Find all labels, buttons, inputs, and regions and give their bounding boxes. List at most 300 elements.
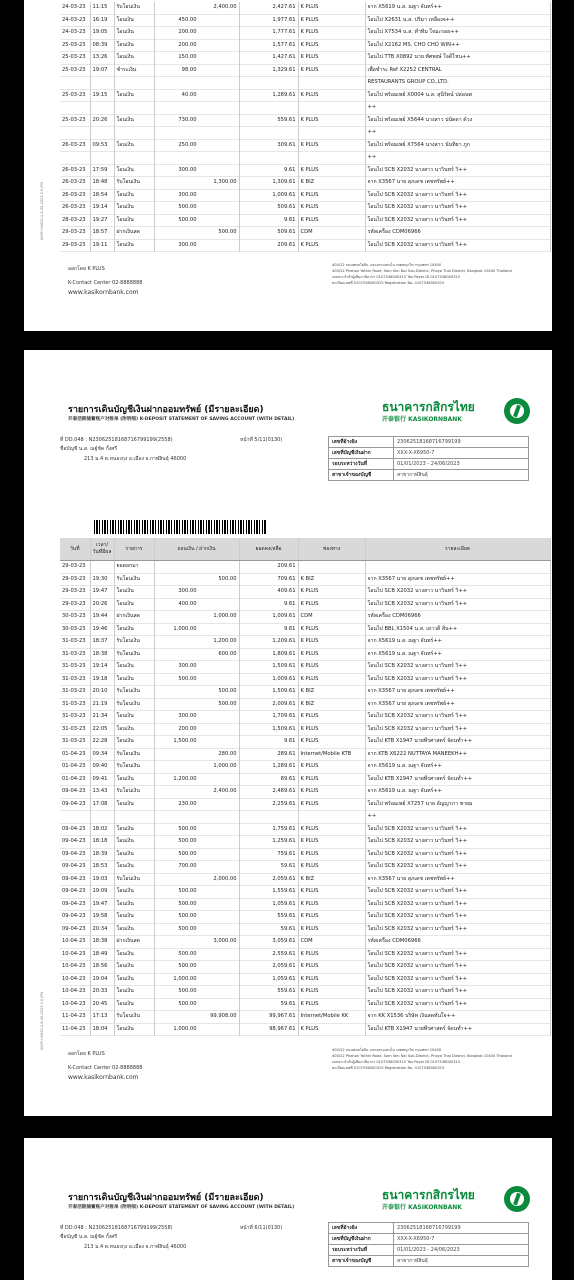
table-cell: 19:47 [90,898,114,911]
table-cell: รับโอนเงิน [114,786,154,799]
withdraw-amount: 500.00 [178,1000,197,1007]
table-cell: โอนไป SCB X2032 นางสาว นาวินทร์ วิ++ [365,586,550,599]
table-cell: 17:08 [90,798,114,811]
account-address: 213 ม.4 ต.หนองกุง อ.เมือง จ.กาฬสินธุ์ 46000 [84,1244,187,1250]
withdraw-amount: 1,500.00 [173,738,197,744]
table-cell: รับโอนเงิน [114,873,154,886]
table-row [60,886,550,899]
table-cell: โอนเงิน [114,723,154,736]
table-cell: 17:13 [90,1011,114,1024]
table-cell [154,598,239,611]
table-row [60,27,550,40]
table-cell [154,177,239,190]
table-cell: โอนเงิน [114,911,154,924]
table-cell: โอนเงิน [114,623,154,636]
table-cell: 19:46 [90,623,114,636]
table-cell: โอนไป SCB X2032 นางสาว นาวินทร์ วิ++ [365,598,550,611]
deposit-amount: 600.00 [218,650,237,657]
table-cell: 19:58 [90,911,114,924]
table-cell: 19:04 [90,973,114,986]
table-cell [154,189,239,202]
table-cell: จาก X5619 น.ส. ณฐา จันทร์++ [365,786,550,799]
table-cell: 09:41 [90,773,114,786]
withdraw-amount: 1,000.00 [173,975,197,982]
table-cell: โอนไป SCB X2032 นางสาว นาวินทร์ วิ++ [365,911,550,924]
deposit-amount: 1,200.00 [213,638,237,644]
table-cell [298,152,365,165]
table-cell: K PLUS [298,886,365,899]
table-cell: โอนเงิน [114,823,154,836]
withdraw-amount: 98.00 [181,66,197,73]
deposit-amount: 500.00 [218,700,237,707]
table-cell: 11-04-23 [60,1011,90,1024]
table-cell: 10-04-23 [60,973,90,986]
account-info-table: เลขที่อ้างอิง 23062518168716799199 เลขที่บัญชีเงินฝาก XXX-X-X6950-7 รอบระหว่างวันที่ 01/01/2023 - 24/06/2023 สาขาเจ้าของบัญชี สาขากาฬสินธุ์ [328,1222,529,1267]
table-row [60,711,550,724]
withdraw-amount: 300.00 [178,241,197,248]
table-cell: 13:43 [90,786,114,799]
withdraw-amount: 730.00 [178,116,197,123]
deposit-amount: 500.00 [218,688,237,694]
table-cell: 18:39 [90,848,114,861]
account-address: 213 ม.4 ต.หนองกุง อ.เมือง จ.กาฬสินธุ์ 46000 [84,456,187,462]
table-cell: 01-04-23 [60,748,90,761]
table-cell [154,102,239,115]
reference-no: ที่ DD.048 : N23062518168716799199(2558) [60,1225,173,1231]
bank-name-en: 开泰银行 KASIKORNBANK [382,416,462,423]
address-line: 400/22 Phahon Yothin Road, Sam Sen Nai Sub-District, Phaya Thai District, Bangkok 10400 Thailand [332,1054,512,1058]
website: www.kasikornbank.com [68,289,139,296]
withdraw-amount: 500.00 [178,888,197,894]
statement-subtitle: 开泰活期储蓄账户对账单 (附明细) K-DEPOSIT STATEMENT OF SAVING ACCOUNT (WITH DETAIL) [68,417,295,422]
table-cell: โอนไป SCB X2032 นางสาว นาวินทร์ วิ++ [365,823,550,836]
withdraw-amount: 500.00 [178,913,197,919]
table-cell: 1,009.61 [239,611,298,624]
table-cell: 309.61 [239,139,298,152]
table-cell: 1,759.61 [239,823,298,836]
table-cell: รับโอนเงิน [114,648,154,661]
table-cell: โอนเงิน [114,836,154,849]
table-cell: K BIZ [298,873,365,886]
table-cell: 01-04-23 [60,761,90,774]
table-cell: โอนเงิน [114,189,154,202]
table-cell: K PLUS [298,164,365,177]
table-cell: โอนไป SCB X2032 นางสาว นาวินทร์ วิ++ [365,861,550,874]
table-cell [154,886,239,899]
kasikorn-logo-icon [504,398,530,424]
table-cell: 09-04-23 [60,823,90,836]
table-cell: 2,059.61 [239,961,298,974]
table-row [60,673,550,686]
table-cell [154,39,239,52]
table-cell: K PLUS [298,89,365,102]
table-cell: 31-03-23 [60,686,90,699]
table-cell: โอนไป KTB X1947 นายพีรศาสตร์ จัดนท่ำ++ [365,1023,550,1036]
table-cell [154,127,239,140]
statement-subtitle: 开泰活期储蓄账户对账单 (附明细) K-DEPOSIT STATEMENT OF SAVING ACCOUNT (WITH DETAIL) [68,1205,295,1210]
table-cell: 09-04-23 [60,861,90,874]
table-cell [154,998,239,1011]
table-cell: Internet/Mobile KK [298,1011,365,1024]
address-line: เลขประจำตัวผู้เสียภาษีอากร 0107536000315 Tax Payer ID 0107536000315 [332,275,461,279]
table-cell: 09-04-23 [60,848,90,861]
table-cell [298,127,365,140]
table-cell: K PLUS [298,586,365,599]
table-cell: 19:07 [90,64,114,77]
table-row [60,873,550,886]
deposit-amount: 2,400.00 [213,4,237,10]
table-cell: 1,059.61 [239,898,298,911]
table-cell [154,923,239,936]
reference-no: ที่ DD.048 : N23062518168716799199(2558) [60,437,173,443]
column-header: วันที่ [60,538,90,561]
table-cell: 29-03-23 [60,227,90,240]
table-cell [154,798,239,811]
table-cell: 10-04-23 [60,948,90,961]
table-cell: K PLUS [298,761,365,774]
withdraw-amount: 200.00 [178,29,197,35]
table-cell [154,786,239,799]
side-code: K00P-H4020-1-6-30-2023 4.0 JPN [40,991,44,1050]
contact-center: K-Contact Center 02-8888888 [68,1065,143,1071]
table-cell: K PLUS [298,598,365,611]
table-cell: CDM [298,611,365,624]
table-cell: 10-04-23 [60,961,90,974]
withdraw-amount: 500.00 [178,850,197,857]
column-header: ช่องทาง [298,538,365,561]
table-row [60,52,550,65]
table-cell: โอนเงิน [114,986,154,999]
table-row [60,723,550,736]
deposit-amount: 99,908.00 [210,1013,237,1019]
table-cell [154,673,239,686]
table-cell [154,14,239,27]
table-cell: โอนไป SCB X2032 นางสาว นาวินทร์ วิ++ [365,986,550,999]
table-cell: รับโอนเงิน [114,761,154,774]
table-cell [239,811,298,824]
table-cell [154,227,239,240]
table-cell [90,811,114,824]
table-cell [154,836,239,849]
table-cell: โอนไป SCB X2032 นางสาว นาวินทร์ วิ++ [365,711,550,724]
table-row [60,961,550,974]
table-cell: K PLUS [298,114,365,127]
table-cell: 19:18 [90,673,114,686]
column-header: เวลา/ วันที่มีผล [90,538,114,561]
table-cell: รหัสเครื่อง CDM06966 [365,936,550,949]
table-row [60,998,550,1011]
table-row [60,836,550,849]
table-cell [114,102,154,115]
table-row [60,573,550,586]
table-cell: 19:15 [90,89,114,102]
table-cell: K PLUS [298,14,365,27]
address-line: ทะเบียนเลขที่ 0107536000315 Registration No. 0107536000315 [332,1066,445,1070]
table-cell: โอนไป SCB X2032 นางสาว นาวินทร์ วิ++ [365,898,550,911]
table-cell: K PLUS [298,786,365,799]
table-cell: K PLUS [298,52,365,65]
table-cell: 2,427.61 [239,2,298,14]
table-cell: 59.61 [239,998,298,1011]
deposit-amount: 1,000.00 [213,763,237,769]
table-cell: จาก KTB X6222 NUTTAYA MANEEKH++ [365,748,550,761]
table-cell: 1,209.61 [239,636,298,649]
table-cell [154,648,239,661]
table-cell: จาก X3567 นาย สุภเดช เตชทรัพย์++ [365,177,550,190]
table-cell: RESTAURANTS GROUP CO.,LTD. [365,77,550,90]
withdraw-amount: 230.00 [178,800,197,807]
issued-by: ออกโดย K PLUS [68,266,105,272]
table-cell [90,102,114,115]
address-line: ทะเบียนเลขที่ 0107536000315 Registration No. 0107536000315 [332,281,445,285]
table-cell: K PLUS [298,961,365,974]
table-row [60,114,550,127]
table-cell: 1,259.61 [239,836,298,849]
column-header: รายละเอียด [365,538,550,561]
table-cell: จาก X5619 น.ส. ณฐา จันทร์++ [365,2,550,14]
deposit-amount: 3,000.00 [213,938,237,944]
withdraw-amount: 500.00 [178,963,197,969]
table-cell: ++ [365,152,550,165]
table-cell: โอนไป SCB X2032 นางสาว นาวินทร์ วิ++ [365,973,550,986]
table-row [60,214,550,227]
table-cell [298,77,365,90]
table-cell: 759.61 [239,848,298,861]
table-cell: 08:39 [90,39,114,52]
table-row [60,39,550,52]
table-cell: 20:10 [90,686,114,699]
table-cell [154,686,239,699]
table-cell: 19:03 [90,873,114,886]
table-cell: K PLUS [298,998,365,1011]
table-cell: 1,509.61 [239,723,298,736]
table-cell [154,2,239,14]
table-cell [154,77,239,90]
table-cell [154,723,239,736]
table-row [60,811,550,824]
statement-page-3 [24,1138,552,1280]
table-cell: K PLUS [298,898,365,911]
table-cell: 31-03-23 [60,661,90,674]
table-cell: 59.61 [239,923,298,936]
table-cell: โอนไป KTB X1947 นายพีรศาสตร์ จัดนท่ำ++ [365,736,550,749]
table-cell: โอนไป พร้อมเพย์ X7257 นาย อัญญาภา ชายม [365,798,550,811]
table-cell [154,611,239,624]
table-cell [154,114,239,127]
table-cell: CDM [298,227,365,240]
address-line: 400/22 Phahon Yothin Road, Sam Sen Nai Sub-District, Phaya Thai District, Bangkok 10400 Thailand [332,269,512,273]
table-cell: โอนเงิน [114,948,154,961]
table-cell: 10-04-23 [60,936,90,949]
table-cell: 209.61 [239,239,298,252]
withdraw-amount: 500.00 [178,216,197,223]
contact-center: K-Contact Center 02-8888888 [68,280,143,286]
table-row [60,661,550,674]
website: www.kasikornbank.com [68,1074,139,1081]
table-cell: โอนเงิน [114,164,154,177]
table-cell: โอนไป SCB X2032 นางสาว นาวินทร์ วิ++ [365,998,550,1011]
table-cell: 09-04-23 [60,798,90,811]
column-header: รายการ [114,538,154,561]
table-cell: 24-03-23 [60,14,90,27]
table-cell: โอนเงิน [114,861,154,874]
table-row [60,227,550,240]
table-cell: จาก X3567 นาย สุภเดช เตชทรัพย์++ [365,698,550,711]
table-cell: รับโอนเงิน [114,573,154,586]
table-cell: 01-04-23 [60,773,90,786]
table-cell [154,911,239,924]
table-cell: โอนเงิน [114,848,154,861]
table-cell: 18:04 [90,1023,114,1036]
table-cell: 1,509.61 [239,661,298,674]
table-cell: 31-03-23 [60,648,90,661]
table-cell: K PLUS [298,2,365,14]
barcode [94,520,266,534]
deposit-amount: 500.00 [218,575,237,582]
withdraw-amount: 300.00 [178,191,197,198]
table-cell: โอนเงิน [114,711,154,724]
table-cell: โอนไป SCB X2032 นางสาว นาวินทร์ วิ++ [365,848,550,861]
table-cell: 409.61 [239,586,298,599]
table-cell: โอนเงิน [114,14,154,27]
table-cell [90,127,114,140]
column-header: ยอดคงเหลือ [239,538,298,561]
withdraw-amount: 250.00 [178,141,197,148]
table-cell: 26-03-23 [60,202,90,215]
table-cell: K PLUS [298,139,365,152]
table-row [60,623,550,636]
account-name: ชื่อบัญชี น.ส. ณฐ์ชัค กั้งศรี [60,446,118,452]
table-cell [154,573,239,586]
table-cell [90,561,114,574]
table-cell: โอนเงิน [114,598,154,611]
table-row [60,761,550,774]
table-cell: 20:26 [90,114,114,127]
table-cell: 18:02 [90,823,114,836]
table-cell: 89.61 [239,773,298,786]
table-cell: โอนไป SCB X2032 นางสาว นาวินทร์ วิ++ [365,723,550,736]
withdraw-amount: 300.00 [178,713,197,719]
bank-name-en: 开泰银行 KASIKORNBANK [382,1204,462,1211]
table-cell [154,761,239,774]
table-row [60,586,550,599]
table-cell: 509.61 [239,227,298,240]
table-cell: CDM [298,936,365,949]
table-cell: 25-03-23 [60,64,90,77]
table-cell [154,736,239,749]
table-cell: 11:15 [90,2,114,14]
table-cell [239,152,298,165]
table-cell [239,77,298,90]
table-cell: โอนไป SCB X2032 นางสาว นาวินทร์ วิ++ [365,239,550,252]
table-cell [154,948,239,961]
table-cell: 2,259.61 [239,798,298,811]
bank-name-th: ธนาคารกสิกรไทย [382,1188,475,1202]
table-cell: 1,809.61 [239,648,298,661]
table-cell: จาก X5619 น.ส. ณฐา จันทร์++ [365,761,550,774]
address-line: เลขประจำตัวผู้เสียภาษีอากร 0107536000315 Tax Payer ID 0107536000315 [332,1060,461,1064]
table-cell [154,936,239,949]
withdraw-amount: 700.00 [178,863,197,869]
table-cell [114,152,154,165]
table-cell: 559.61 [239,911,298,924]
table-cell [239,102,298,115]
table-cell: โอนเงิน [114,27,154,40]
table-cell: ++ [365,127,550,140]
table-row [60,911,550,924]
table-row [60,973,550,986]
table-cell: 98,967.61 [239,1023,298,1036]
table-cell: โอนไป SCB X2032 นางสาว นาวินทร์ วิ++ [365,189,550,202]
table-cell [154,561,239,574]
table-cell [154,823,239,836]
table-cell: 9.61 [239,736,298,749]
table-cell: โอนเงิน [114,923,154,936]
table-row [60,152,550,165]
withdraw-amount: 400.00 [178,600,197,607]
table-cell [154,202,239,215]
table-cell: 22:05 [90,723,114,736]
table-cell: 3,059.61 [239,936,298,949]
table-cell: 09-04-23 [60,873,90,886]
table-cell: 20:34 [90,923,114,936]
table-cell: 21:34 [90,711,114,724]
table-cell [154,52,239,65]
table-cell: เพื่อชำระ Ref X2252 CENTRAL [365,64,550,77]
table-cell: 24-03-23 [60,27,90,40]
bank-address [332,262,512,286]
issued-by: ออกโดย K PLUS [68,1051,105,1057]
table-cell: K PLUS [298,623,365,636]
bank-name-th: ธนาคารกสิกรไทย [382,400,475,414]
table-cell [154,961,239,974]
table-cell: 20:33 [90,986,114,999]
table-cell: โอนไป SCB X2032 นางสาว นาวินทร์ วิ++ [365,923,550,936]
table-cell: ฝากเงินสด [114,936,154,949]
withdraw-amount: 300.00 [178,166,197,173]
table-cell: 1,329.61 [239,64,298,77]
table-cell: รหัสเครื่อง CDM06966 [365,611,550,624]
table-cell [154,811,239,824]
table-cell: K PLUS [298,239,365,252]
table-cell: โอนเงิน [114,114,154,127]
table-cell [154,64,239,77]
table-cell: 18:18 [90,836,114,849]
withdraw-amount: 300.00 [178,588,197,594]
table-cell: K PLUS [298,27,365,40]
table-cell [154,711,239,724]
table-row [60,861,550,874]
table-cell: 18:48 [90,177,114,190]
table-cell: 1,427.61 [239,52,298,65]
table-cell: 29-03-23 [60,573,90,586]
table-cell: 18:38 [90,648,114,661]
table-cell: โอนไป BBL X1504 น.ส. เยาวดี สีน++ [365,623,550,636]
table-cell: โอนเงิน [114,586,154,599]
table-cell: 289.61 [239,748,298,761]
table-cell: 2,009.61 [239,698,298,711]
withdraw-amount: 500.00 [178,988,197,994]
table-cell: โอนเงิน [114,139,154,152]
table-cell: K PLUS [298,823,365,836]
withdraw-amount: 40.00 [181,91,197,98]
deposit-amount: 2,400.00 [213,788,237,794]
table-cell: 18:56 [90,961,114,974]
table-cell: โอนไป TTB X0892 นาย ทัศพงษ์ ใจดีโชน++ [365,52,550,65]
table-cell [154,164,239,177]
table-cell: 18:37 [90,636,114,649]
table-cell: 1,509.61 [239,686,298,699]
